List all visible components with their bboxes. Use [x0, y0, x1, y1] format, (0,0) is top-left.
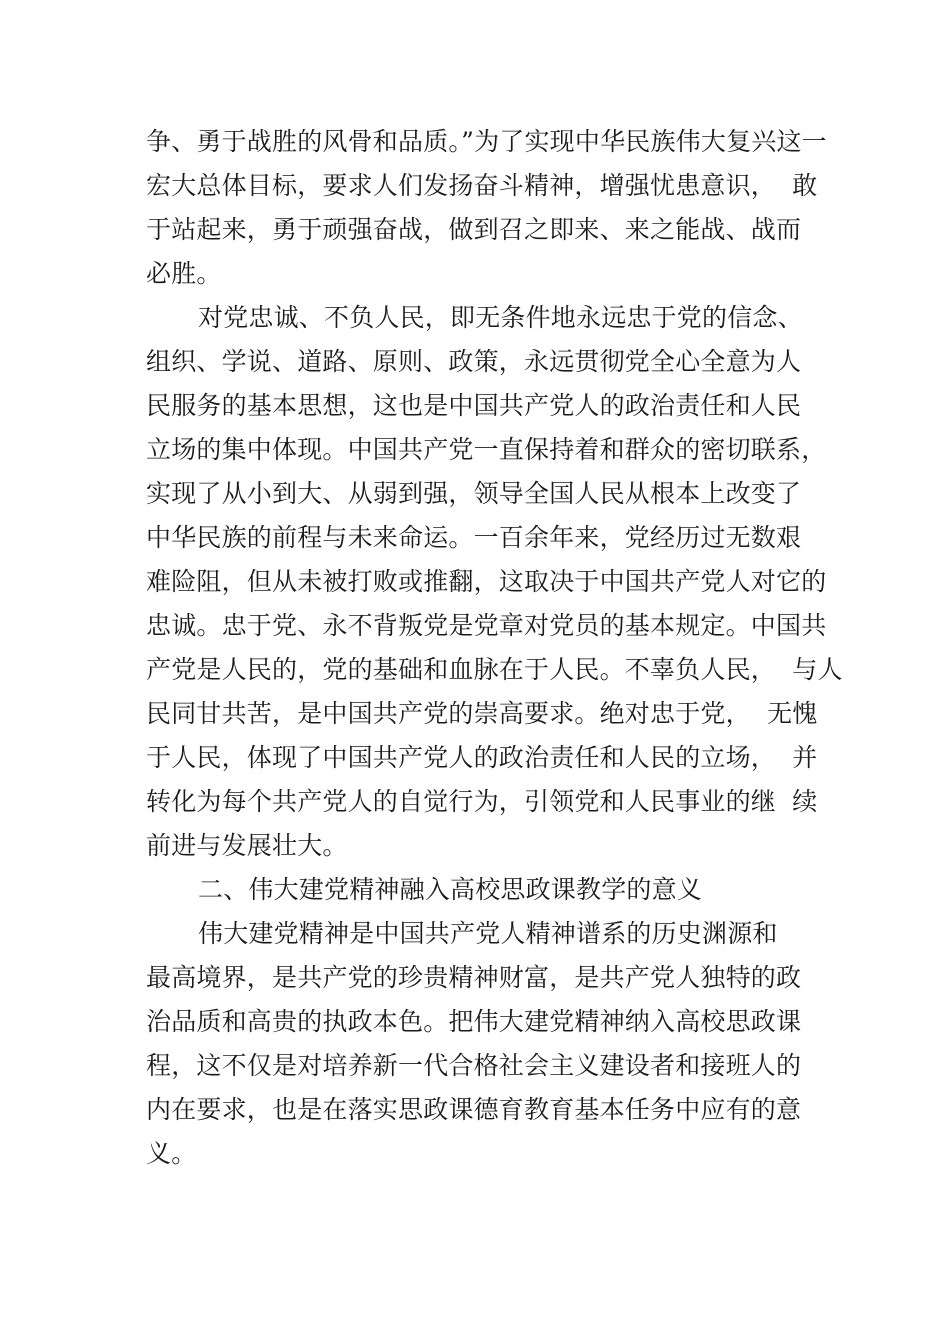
- paragraph-continuation: [146, 120, 836, 296]
- text-line: 治品质和高贵的执政本色。把伟大建党精神纳入高校思政课: [146, 1007, 802, 1036]
- text-line: 前进与发展壮大。: [146, 831, 348, 860]
- text-line: 实现了从小到大、从弱到强，领导全国人民从根本上改变了: [146, 479, 802, 508]
- text-line: 争、勇于战胜的风骨和品质。”为了实现中华民族伟大复兴这一: [146, 127, 827, 156]
- text-line: 忠诚。忠于党、永不背叛党是党章对党员的基本规定。中国共: [146, 611, 827, 640]
- section-heading: [146, 868, 836, 912]
- text-line: 立场的集中体现。中国共产党一直保持着和群众的密切联系，: [146, 435, 827, 464]
- text-line: 于站起来，勇于顽强奋战，做到召之即来、来之能战、战而: [146, 215, 802, 244]
- text-line: 于人民，体现了中国共产党人的政治责任和人民的立场， 并: [146, 743, 818, 772]
- paragraph-significance: [146, 912, 836, 1176]
- text-line: 难险阻，但从未被打败或推翻，这取决于中国共产党人对它的: [146, 567, 827, 596]
- text-line: 内在要求，也是在落实思政课德育教育基本任务中应有的意: [146, 1095, 802, 1124]
- text-line: 伟大建党精神是中国共产党人精神谱系的历史渊源和: [198, 919, 778, 948]
- text-line: 必胜。: [146, 259, 222, 288]
- text-line: 民服务的基本思想，这也是中国共产党人的政治责任和人民: [146, 391, 802, 420]
- text-line: 组织、学说、道路、原则、政策，永远贯彻党全心全意为人: [146, 347, 802, 376]
- text-line: 产党是人民的，党的基础和血脉在于人民。不辜负人民， 与人: [146, 655, 843, 684]
- text-line: 民同甘共苦，是中国共产党的崇高要求。绝对忠于党， 无愧: [146, 699, 818, 728]
- text-line: 程，这不仅是对培养新一代合格社会主义建设者和接班人的: [146, 1051, 802, 1080]
- document-body: [146, 120, 843, 1176]
- text-line: 中华民族的前程与未来命运。一百余年来，党经历过无数艰: [146, 523, 802, 552]
- paragraph-loyalty: [146, 296, 843, 868]
- text-line: 对党忠诚、不负人民，即无条件地永远忠于党的信念、: [198, 303, 803, 332]
- heading-text: 二、伟大建党精神融入高校思政课教学的意义: [198, 875, 703, 904]
- text-line: 宏大总体目标，要求人们发扬奋斗精神，增强忧患意识， 敢: [146, 171, 818, 200]
- text-line: 转化为每个共产党人的自觉行为，引领党和人民事业的继 续: [146, 787, 818, 816]
- text-line: 义。: [146, 1139, 197, 1168]
- text-line: 最高境界，是共产党的珍贵精神财富，是共产党人独特的政: [146, 963, 802, 992]
